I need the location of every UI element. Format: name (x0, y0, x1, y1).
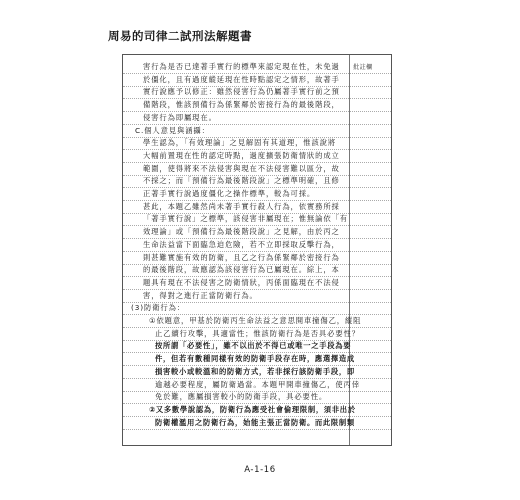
text-line: 生命法益當下面臨急迫危險，若不立即採取反擊行為， (143, 239, 340, 249)
text-line: 範圍，使得將來不法侵害與現在不法侵害難以區分，故 (143, 163, 340, 173)
margin-label: 批註欄 (353, 64, 373, 71)
text-line: 大幅前置現在性的認定時點，過度擴張防衛情狀的成立 (143, 150, 340, 160)
text-line: 學生認為，「有效理論」之見解固有其道理，惟該說將 (143, 138, 337, 148)
page-number: A-1-16 (244, 465, 276, 475)
text-line: 甚此，本題乙雖然尚未著手實行殺人行為，依實務所採 (143, 201, 340, 211)
text-line: 害，得對之進行正當防衛行為。 (143, 290, 258, 300)
text-line: 的最後階段，故應認為該侵害行為已屬現在。綜上，本 (143, 265, 340, 275)
text-line: 按所謂「必要性」，雖不以出於不得已或唯一之手段為要 (155, 341, 352, 351)
ruled-line (123, 429, 391, 430)
text-line: C.個人意見與涵攝： (135, 125, 210, 135)
text-line: ①依題意，甲基於防衛丙生命法益之意思開車撞傷乙，縱阻 (149, 316, 362, 325)
text-line: 正著手實行說過度僵化之操作標準，較為可採。 (143, 189, 316, 198)
text-line: 害行為是否已達著手實行的標準來認定現在性，未免過 (143, 62, 340, 71)
text-line: 則甚難實施有效的防衛，且乙之行為係緊鄰於密接行為 (143, 252, 340, 262)
text-line: 題具有現在不法侵害之防衛情狀，丙係面臨現在不法侵 (143, 277, 340, 287)
text-line: 實行說應予以修正：雖然侵害行為仍屬著手實行前之預 (143, 87, 340, 97)
text-line: 防衛權濫用之防衛行為，始能主張正當防衛。而此限制類 (155, 417, 355, 427)
text-line: 不採之；而「預備行為最後階段說」之標準明確，且修 (143, 176, 340, 186)
text-line: 止乙續行攻擊，具適當性；惟該防衛行為是否具必要性？ (155, 328, 360, 338)
text-line: ②又多數學說認為，防衛行為應受社會倫理限制，須非出於 (149, 404, 356, 414)
text-line: 免於難，應屬損害較小的防衛手段，具必要性。 (155, 392, 328, 402)
text-line: 逾越必要程度，屬防衛過當。本題甲開車撞傷乙，使丙倖 (155, 379, 360, 389)
text-line: (3)防衛行為： (131, 303, 186, 313)
text-line: 效理論」或「預備行為最後階段說」之見解，由於丙之 (143, 227, 340, 237)
text-line: 件，但若有數種同樣有效的防衛手段存在時，應選擇造成 (155, 354, 355, 364)
answer-sheet (122, 54, 392, 446)
text-line: 備階段，惟該預備行為係緊鄰於密接行為的最後階段， (143, 100, 340, 110)
text-line: 於僵化，且有過度縱延現在性時點認定之情形，故著手 (143, 74, 340, 84)
text-line: 「著手實行說」之標準，該侵害非屬現在；惟無論依「有 (143, 214, 348, 224)
book-title: 周易的司律二試刑法解題書 (108, 29, 252, 43)
text-line: 損害較小或較溫和的防衛方式，若非採行該防衛手段，即 (155, 366, 355, 376)
text-line: 侵害行為即屬現在。 (143, 112, 217, 122)
